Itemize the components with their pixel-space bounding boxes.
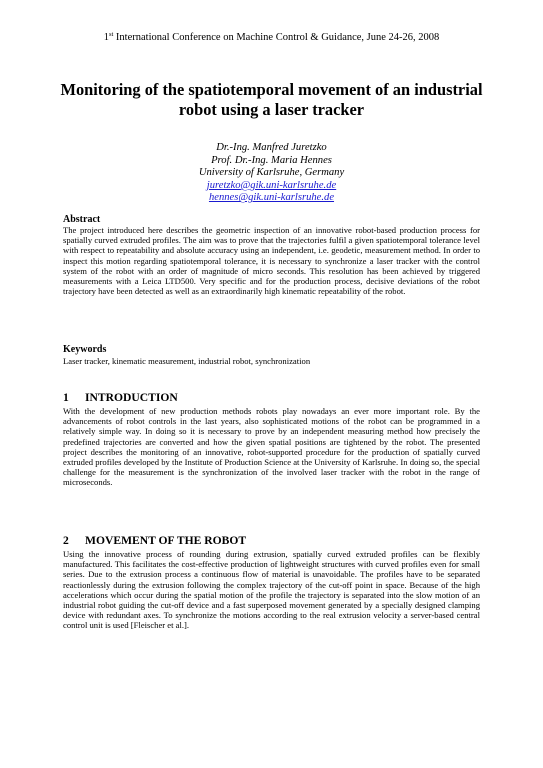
conference-ordinal: 1 xyxy=(103,32,109,43)
introduction-text: With the development of new production methods robots play nowadays an ever more important role. By the advancements of robot controls in the last years, also sophisticated motions of the robot can be programmed in a relatively simple way. In doing so it is necessary to prove by an independent measuring method how precisely the predefined trajectories are converted and how the given spatial positions are tightened by the robot. The presented project describes the monitoring of an innovative, robot-supported procedure for the production of spatially curved extruded profiles developed by the Institute of Production Science at the University of Karlsruhe. In doing so, the special challenge for the measurement is the synchronization of the involved laser tracker with the robot in the range of microseconds. xyxy=(63,406,480,488)
author-affiliation: University of Karlsruhe, Germany xyxy=(198,167,345,179)
section-heading-introduction xyxy=(63,391,178,405)
author-name: Prof. Dr.-Ing. Maria Hennes xyxy=(211,154,332,166)
section-title: INTRODUCTION xyxy=(85,391,178,404)
email-link[interactable]: hennes@gik.uni-karlsruhe.de xyxy=(208,192,335,204)
keywords-heading: Keywords xyxy=(63,344,107,355)
conference-name: International Conference on Machine Control & Guidance, June 24-26, 2008 xyxy=(113,32,440,43)
author-block xyxy=(100,142,443,205)
keywords-text: Laser tracker, kinematic measurement, industrial robot, synchronization xyxy=(63,356,311,366)
conference-ordinal-suffix: st xyxy=(108,31,114,38)
author-name: Dr.-Ing. Manfred Juretzko xyxy=(216,142,327,153)
section-number: 2 xyxy=(63,534,69,547)
email-link[interactable]: juretzko@gik.uni-karlsruhe.de xyxy=(206,179,337,191)
abstract-text: The project introduced here describes the geometric inspection of an innovative robot-based production process for spatially curved extruded profiles. The aim was to prove that the trajectories fulfil a given spatiotemporal tolerance level with respect to repeatability and absolute accuracy using an independent, i.e. geodetic, measurement method. In order to inspect this motion regarding spatiotemporal tolerance, it is necessary to synchronize a laser tracker with the control system of the robot with an order of magnitude of micro seconds. This resolution has been achieved by triggered measurements with a Leica LTD500. Very specific and for the production process, decisive deviations of the robot trajectory have been detected as well as an extraordinarily high kinematic repeatability of the robot. xyxy=(63,225,480,297)
section-heading-movement xyxy=(63,534,246,548)
movement-text: Using the innovative process of rounding during extrusion, spatially curved extruded profiles can be flexibly manufactured. This facilitates the cost-effective production of lightweight structures with curved profiles even for small series. Due to the extrusion process a continuous flow of material is unavoidable. The profiles have to be separated reactionlessly during the extrusion following the complex trajectory of the cut-off point in space. Because of the high accelerations which occur during the spatial motion of the profile the trajectory is separated into the slow motion of an industrial robot guiding the cut-off device and a fast superposed movement generated by a specially designed clamping device with redundant axes. To synchronize the motions according to the real extrusion velocity a server-based central control unit is used [Fleischer et al.]. xyxy=(63,549,480,631)
paper-title: Monitoring of the spatiotemporal movement of an industrial robot using a laser tracker xyxy=(60,80,483,119)
section-number: 1 xyxy=(63,391,69,404)
section-title: MOVEMENT OF THE ROBOT xyxy=(85,534,247,547)
abstract-heading: Abstract xyxy=(63,214,101,225)
running-header xyxy=(0,31,543,44)
